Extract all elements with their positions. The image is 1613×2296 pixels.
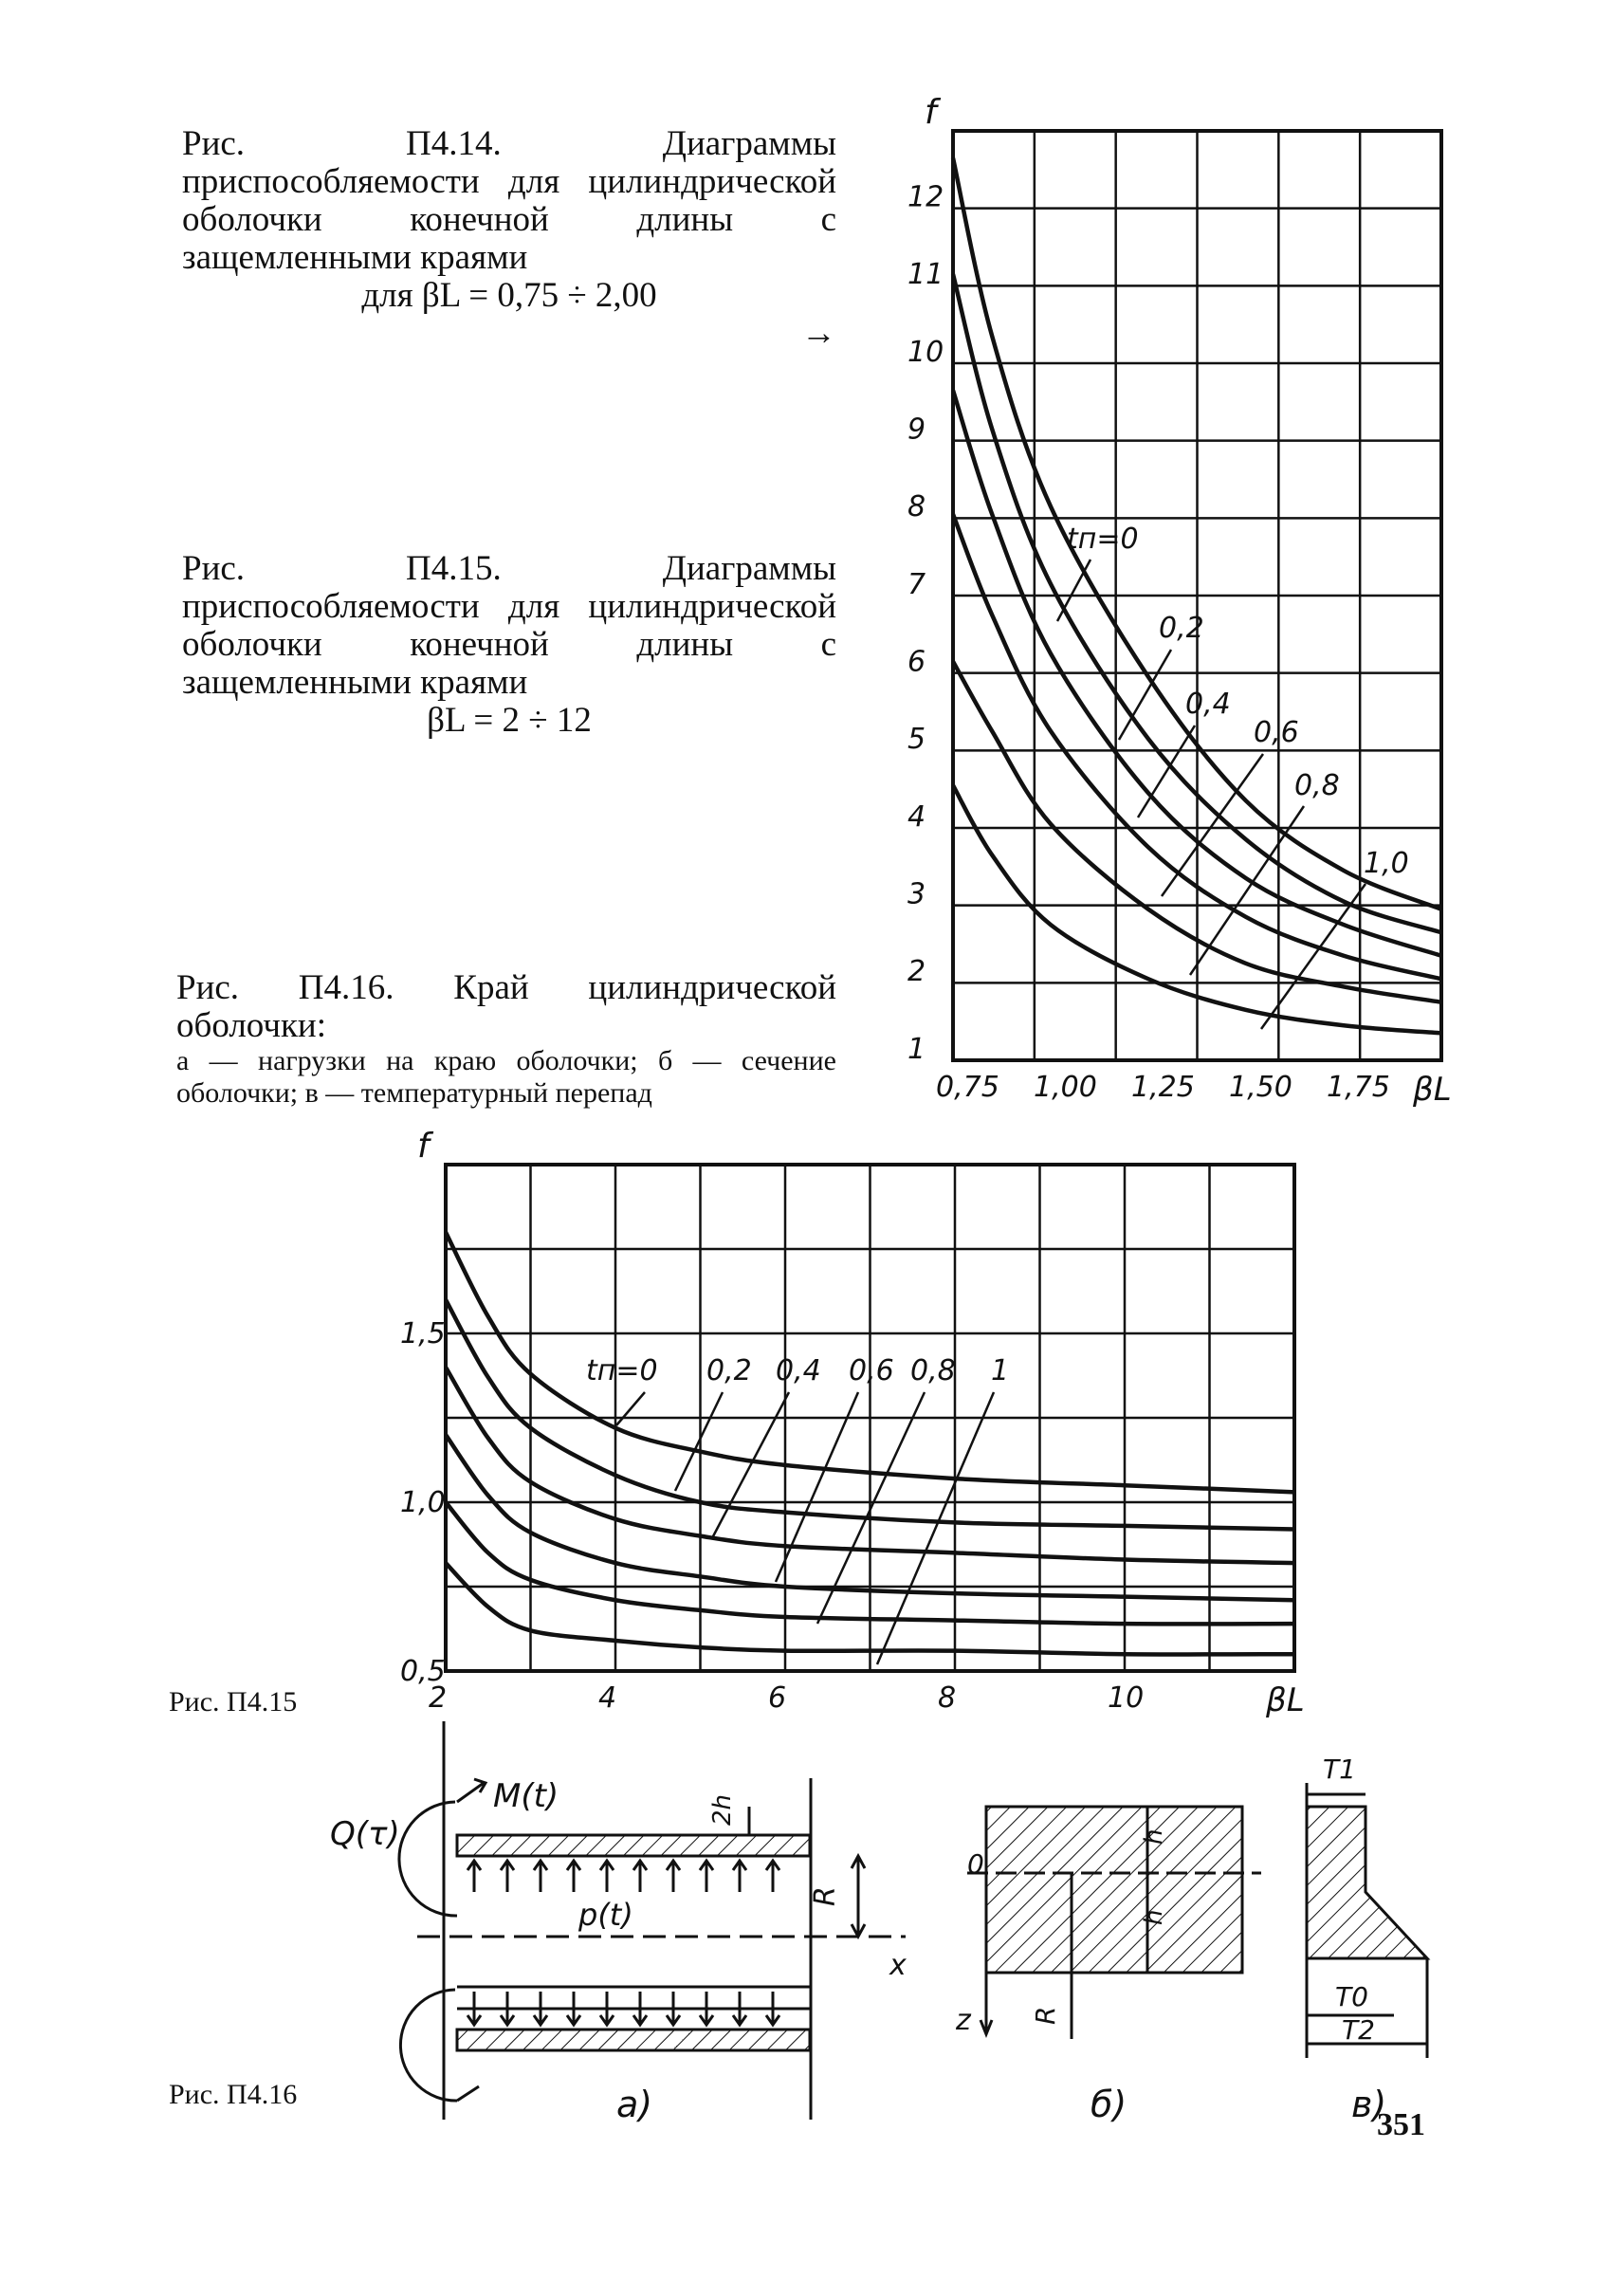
label-0: 0 <box>967 1848 984 1880</box>
series-label-2: 0,4 <box>1185 688 1231 721</box>
series-leader-0 <box>1057 560 1091 621</box>
y-tick-label: 3 <box>907 877 926 911</box>
fig-p4-16-panel-c <box>1307 1754 1427 2125</box>
label-z: z <box>956 2004 971 2037</box>
caption-fig-p4-16-title: Рис. П4.16. Край цилиндрической оболочки: <box>176 968 836 1045</box>
fig-p4-16-panel-b <box>955 1807 1261 2125</box>
series-leader-1 <box>1119 650 1171 740</box>
label-h-top: h <box>1140 1828 1168 1845</box>
label-2h: 2h <box>708 1793 737 1826</box>
grid <box>953 131 1441 1060</box>
label-t0: T0 <box>1335 1981 1368 2012</box>
x-tick-label: 0,75 <box>936 1071 999 1104</box>
panel-b-label: б) <box>1091 2084 1127 2125</box>
series-label-0: tп=0 <box>1067 523 1139 556</box>
series-label-1: 0,2 <box>1159 612 1204 645</box>
figure-label-p4-16: Рис. П4.16 <box>169 2079 298 2110</box>
y-tick-label: 1 <box>907 1032 926 1066</box>
y-tick-label: 2 <box>907 955 926 989</box>
series-leader-1 <box>675 1392 723 1491</box>
caption-fig-p4-14-text: Рис. П4.14. Диаграммы приспособляемости для цилиндрической оболочки конечной длины с защемленными краями <box>182 124 836 277</box>
x-tick-label: 1,50 <box>1229 1071 1292 1104</box>
chart-fig-p4-14 <box>907 93 1452 1109</box>
series-leader-0 <box>616 1392 645 1425</box>
series-label-0: tп=0 <box>586 1354 658 1387</box>
x-tick-label: 4 <box>598 1681 617 1715</box>
x-tick-label: 8 <box>938 1681 957 1715</box>
moment-arc-bottom <box>400 1990 457 2101</box>
x-tick-label: 1,25 <box>1131 1071 1195 1104</box>
caption-fig-p4-15-range: βL = 2 ÷ 12 <box>427 701 592 740</box>
series-label-4: 0,8 <box>910 1354 956 1387</box>
page-number: 351 <box>1377 2107 1425 2142</box>
y-axis-label: f <box>925 93 937 132</box>
label-m-t: M(t) <box>493 1777 559 1815</box>
y-tick-label: 10 <box>907 335 944 369</box>
label-h-bottom: h <box>1140 1909 1168 1925</box>
figure-label-p4-15: Рис. П4.15 <box>169 1686 298 1717</box>
grid <box>446 1165 1294 1671</box>
series-label-1: 0,2 <box>706 1354 752 1387</box>
series-label-2: 0,4 <box>776 1354 821 1387</box>
y-tick-label: 1,0 <box>400 1486 446 1519</box>
series-leader-5 <box>877 1392 994 1664</box>
y-tick-label: 7 <box>907 567 926 601</box>
caption-arrow: → <box>801 314 836 353</box>
label-r-b: R <box>1030 2006 1061 2025</box>
y-tick-label: 9 <box>907 413 926 447</box>
x-axis-label: βL <box>1413 1071 1452 1109</box>
y-axis-label: f <box>417 1127 430 1166</box>
pressure-arrows-top <box>467 1861 779 1892</box>
label-r-a: R <box>809 1886 842 1906</box>
moment-arc-top <box>399 1802 457 1916</box>
series-label-4: 0,8 <box>1294 769 1340 802</box>
caption-fig-p4-16-text: а — нагрузки на краю оболочки; б — сечение оболочки; в — температурный перепад <box>176 1045 836 1109</box>
y-tick-label: 0,5 <box>400 1655 446 1688</box>
x-tick-label: 10 <box>1108 1681 1145 1715</box>
x-tick-label: 1,00 <box>1034 1071 1097 1104</box>
label-p-t: p(t) <box>578 1897 633 1933</box>
y-tick-label: 11 <box>907 258 944 292</box>
y-tick-label: 6 <box>907 645 926 679</box>
x-tick-label: 1,75 <box>1327 1071 1390 1104</box>
caption-fig-p4-15-text: Рис. П4.15. Диаграммы приспособляемости для цилиндрической оболочки конечной длины с защемленными краями <box>182 549 836 702</box>
label-t2: T2 <box>1342 2014 1375 2046</box>
series-label-3: 0,6 <box>1254 716 1299 749</box>
fig-p4-16-panel-a <box>330 1721 907 2125</box>
y-tick-label: 8 <box>907 490 926 524</box>
y-tick-label: 1,5 <box>400 1317 446 1350</box>
series-label-3: 0,6 <box>849 1354 894 1387</box>
chart-fig-p4-15 <box>400 1127 1305 1719</box>
panel-a-label: а) <box>616 2084 653 2125</box>
label-q-tau: Q(τ) <box>330 1815 400 1853</box>
series-label-5: 1,0 <box>1364 847 1409 880</box>
series-label-5: 1 <box>991 1354 1010 1387</box>
x-tick-label: 2 <box>429 1681 448 1715</box>
panel-c-label: в) <box>1351 2084 1387 2125</box>
y-tick-label: 4 <box>907 799 926 834</box>
series-leader-3 <box>776 1392 858 1582</box>
caption-fig-p4-14-range: для βL = 0,75 ÷ 2,00 <box>361 276 657 315</box>
y-tick-label: 5 <box>907 723 926 757</box>
y-tick-label: 12 <box>907 180 944 214</box>
x-axis-label: βL <box>1266 1681 1305 1719</box>
x-tick-label: 6 <box>768 1681 787 1715</box>
label-x: x <box>889 1949 907 1982</box>
label-t1: T1 <box>1323 1754 1356 1785</box>
